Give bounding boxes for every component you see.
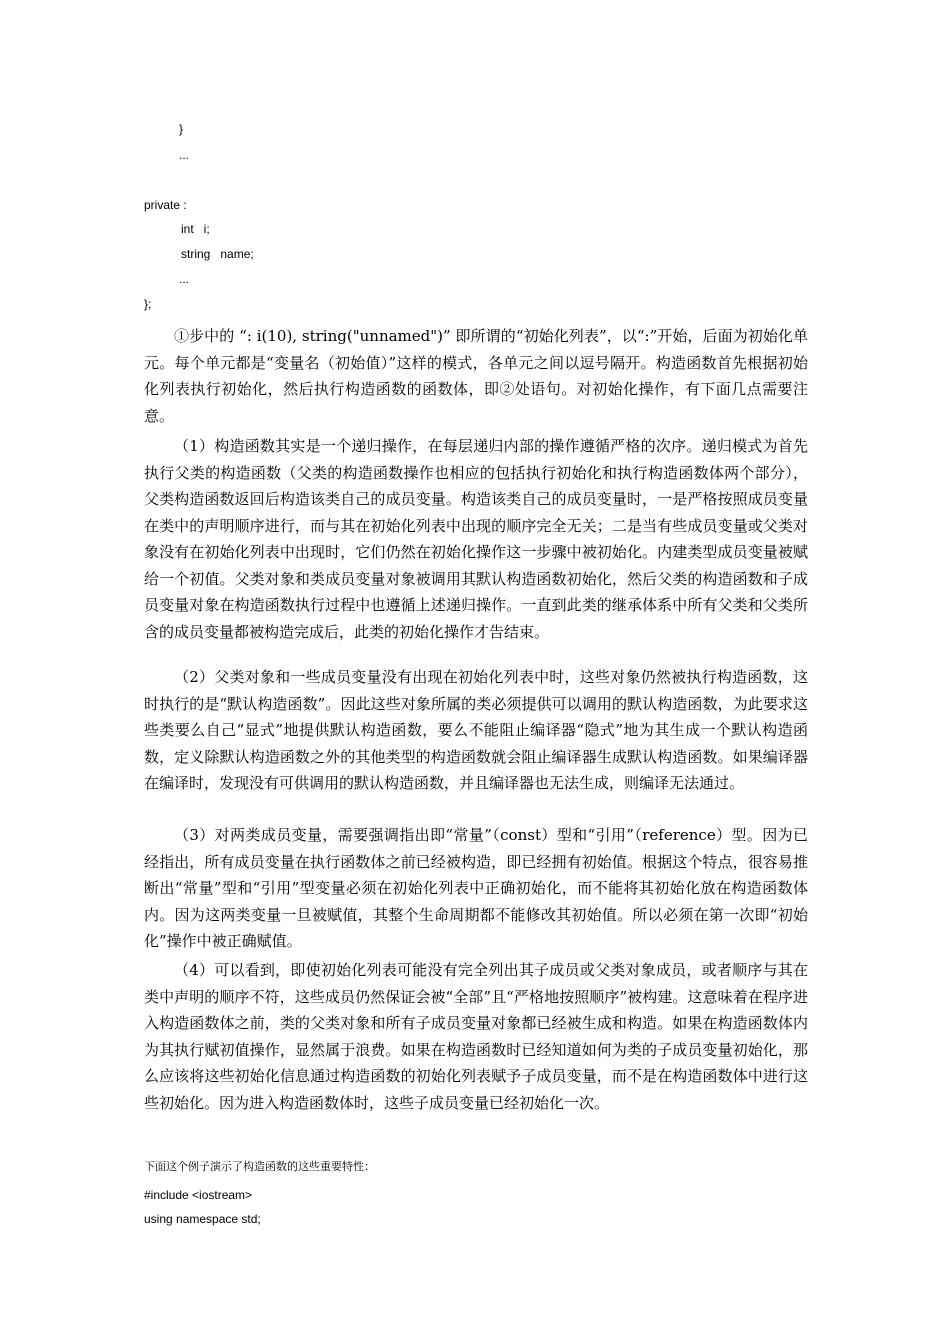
paragraph-point-1: （1）构造函数其实是一个递归操作，在每层递归内部的操作遵循严格的次序。递归模式为首先执行父类的构造函数（父类的构造函数操作也相应的包括执行初始化和执行构造函数体两个部分），父类构造函数返回后构造该类自己的成员变量。构造该类自己的成员变量时，一是严格按照成员变量在类中的声明顺序进行，而与其在初始化列表中出现的顺序完全无关；二是当有些成员变量或父类对象没有在初始化列表中出现时，它们仍然在初始化操作这一步骤中被初始化。内建类型成员变量被赋给一个初值。父类对象和类成员变量对象被调用其默认构造函数初始化，然后父类的构造函数和子成员变量对象在构造函数执行过程中也遵循上述递归操作。一直到此类的继承体系中所有父类和父类所含的成员变量都被构造完成后，此类的初始化操作才告结束。 bbox=[144, 437, 808, 641]
code-line-ellipsis-2: ... bbox=[179, 272, 190, 286]
paragraph-point-4: （4）可以看到，即使初始化列表可能没有完全列出其子成员或父类对象成员，或者顺序与其在类中声明的顺序不符，这些成员仍然保证会被“全部”且“严格地按照顺序”被构建。这意味着在程序进入构造函数体之前，类的父类对象和所有子成员变量对象都已经被生成和构造。如果在构造函数体内为其执行赋初值操作，显然属于浪费。如果在构造函数时已经知道如何为类的子成员变量初始化，那么应该将这些初始化信息通过构造函数的初始化列表赋予子成员变量，而不是在构造函数体中进行这些初始化。因为进入构造函数体时，这些子成员变量已经初始化一次。 bbox=[144, 961, 808, 1112]
code-line-string-name: string name; bbox=[181, 247, 254, 261]
code-line-using-namespace: using namespace std; bbox=[144, 1212, 261, 1226]
code-line-closing-brace: } bbox=[179, 122, 184, 136]
code-line-ellipsis: ... bbox=[179, 148, 190, 162]
code-line-include: #include <iostream> bbox=[144, 1188, 253, 1202]
code-line-int-i: int i; bbox=[181, 222, 210, 236]
paragraph-point-3: （3）对两类成员变量，需要强调指出即“常量”（const）型和“引用”（reference）型。因为已经指出，所有成员变量在执行函数体之前已经被构造，即已经拥有初始值。根据这个特点，很容易推断出“常量”型和“引用”型变量必须在初始化列表中正确初始化，而不能将其初始化放在构造函数体内。因为这两类变量一旦被赋值，其整个生命周期都不能修改其初始值。所以必须在第一次即“初始化”操作中被正确赋值。 bbox=[144, 826, 808, 950]
example-intro-text: 下面这个例子演示了构造函数的这些重要特性： bbox=[144, 1160, 375, 1173]
paragraph-point-2: （2）父类对象和一些成员变量没有出现在初始化列表中时，这些对象仍然被执行构造函数，这时执行的是“默认构造函数”。因此这些对象所属的类必须提供可以调用的默认构造函数，为此要求这些类要么自己“显式”地提供默认构造函数，要么不能阻止编译器“隐式”地为其生成一个默认构造函数，定义除默认构造函数之外的其他类型的构造函数就会阻止编译器生成默认构造函数。如果编译器在编译时，发现没有可供调用的默认构造函数，并且编译器也无法生成，则编译无法通过。 bbox=[144, 668, 808, 792]
paragraph-initializer-list: ①步中的 “: i(10), string("unnamed")” 即所谓的“初始化列表”，以“:”开始，后面为初始化单元。每个单元都是“变量名（初始值）”这样的模式，各单元之间以逗号隔开。构造函数首先根据初始化列表执行初始化，然后执行构造函数的函数体，即②处语句。对初始化操作，有下面几点需要注意。 bbox=[144, 327, 808, 425]
code-line-private: private : bbox=[144, 198, 187, 212]
code-line-class-end: }; bbox=[144, 297, 152, 311]
